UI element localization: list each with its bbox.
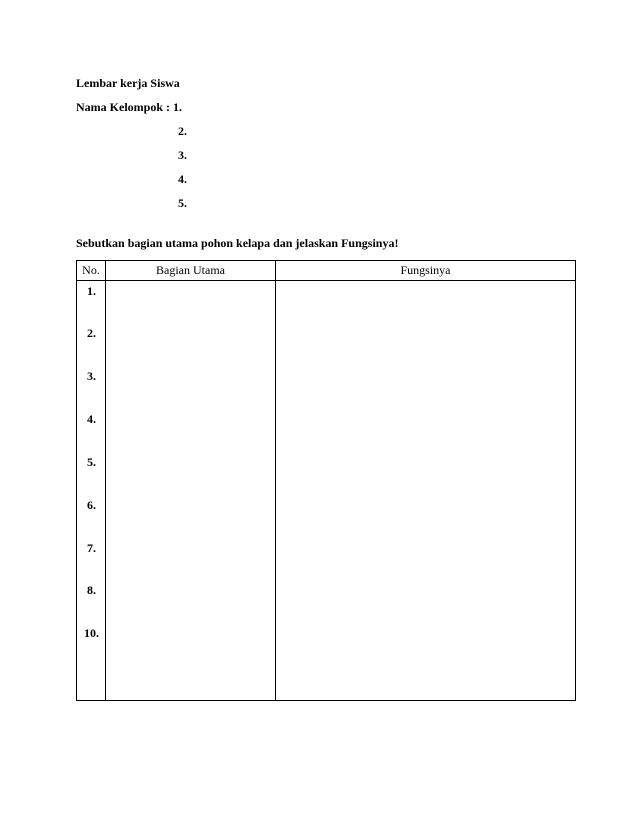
row-number: 2. — [87, 326, 96, 340]
row-number: 10. — [84, 626, 99, 640]
bagian-utama-answer-cell[interactable] — [106, 281, 276, 701]
row-number: 5. — [87, 455, 96, 469]
fungsinya-answer-cell[interactable] — [276, 281, 576, 701]
header-bagian-utama: Bagian Utama — [106, 261, 276, 281]
group-name-label: Nama Kelompok : 1. — [76, 100, 182, 114]
group-member-number: 4. — [178, 172, 187, 186]
header-no: No. — [77, 261, 106, 281]
group-member-number: 3. — [178, 148, 187, 162]
table-body-row — [77, 281, 576, 701]
row-number: 8. — [87, 583, 96, 597]
header-fungsinya: Fungsinya — [276, 261, 576, 281]
table-header-row — [77, 261, 576, 281]
row-number: 1. — [87, 284, 96, 298]
row-number: 4. — [87, 412, 96, 426]
instruction-text: Sebutkan bagian utama pohon kelapa dan jelaskan Fungsinya! — [76, 236, 399, 250]
group-member-number: 5. — [178, 196, 187, 210]
row-number: 7. — [87, 541, 96, 555]
group-member-number: 2. — [178, 124, 187, 138]
worksheet-table — [76, 260, 576, 701]
row-number: 6. — [87, 498, 96, 512]
number-column-cell — [77, 281, 106, 701]
row-number: 3. — [87, 369, 96, 383]
worksheet-title: Lembar kerja Siswa — [76, 76, 180, 90]
